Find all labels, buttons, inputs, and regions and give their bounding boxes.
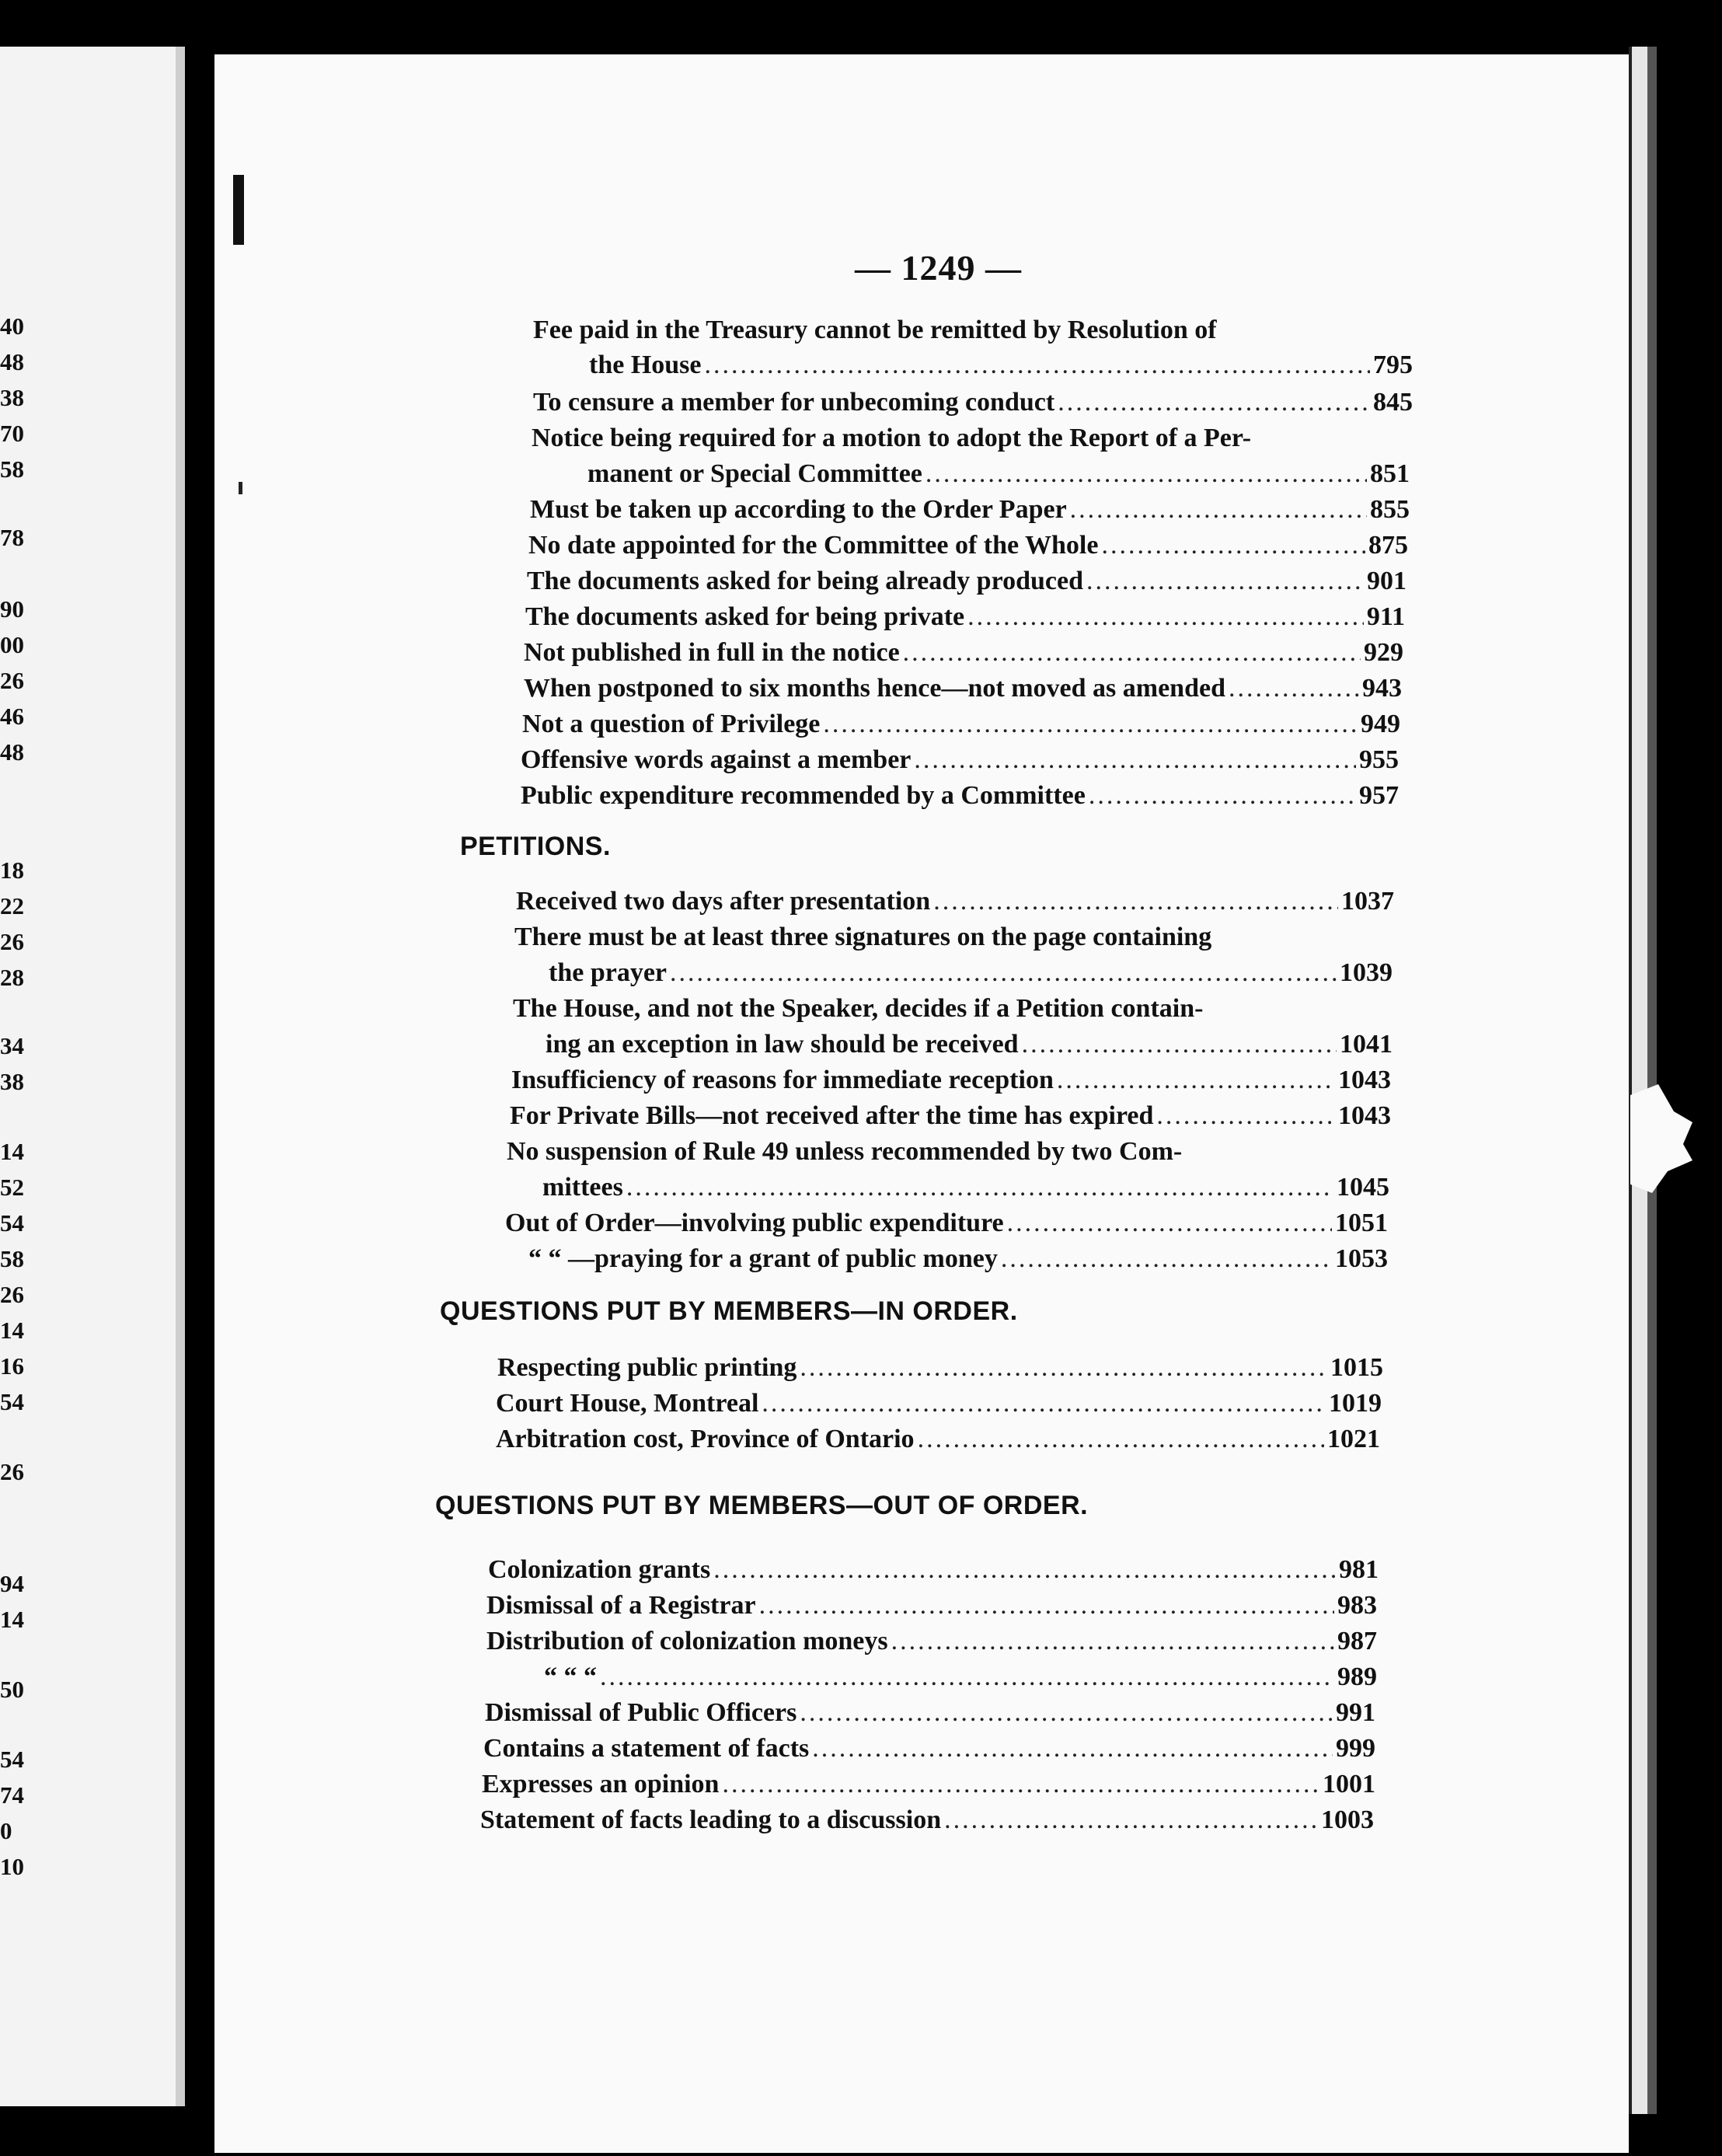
index-entry-line: The House, and not the Speaker, decides if a Petition contain- xyxy=(513,994,1204,1023)
index-entry-text: Distribution of colonization moneys xyxy=(486,1627,888,1655)
dot-leader xyxy=(903,637,1361,668)
index-entry-page: 1039 xyxy=(1340,958,1393,987)
dot-leader xyxy=(626,1172,1333,1203)
index-entry-text: mittees xyxy=(542,1173,623,1202)
index-entry-page: 901 xyxy=(1367,567,1407,595)
left-margin-number: 0 xyxy=(0,1817,12,1844)
left-margin-number: 78 xyxy=(0,524,24,551)
index-entry xyxy=(488,1554,1379,1586)
dot-leader xyxy=(918,1424,1324,1455)
index-entry-page: 999 xyxy=(1336,1734,1375,1763)
index-entry-line: Notice being required for a motion to adopt the Report of a Per- xyxy=(532,424,1252,452)
index-entry-text: When postponed to six months hence—not moved as amended xyxy=(524,674,1225,703)
dot-leader xyxy=(600,1662,1334,1693)
dot-leader xyxy=(1022,1029,1337,1060)
index-entry-line: Fee paid in the Treasury cannot be remitted by Resolution of xyxy=(533,316,1217,344)
dot-leader xyxy=(670,958,1337,989)
index-entry-text: The documents asked for being already produced xyxy=(527,567,1083,595)
left-margin-number: 26 xyxy=(0,1281,24,1308)
index-entry xyxy=(587,459,1410,490)
dot-leader xyxy=(933,886,1338,917)
dot-leader xyxy=(800,1697,1333,1729)
index-entry xyxy=(542,1172,1389,1203)
dot-leader xyxy=(823,709,1358,740)
left-margin-number: 94 xyxy=(0,1570,24,1597)
index-entry-page: 1021 xyxy=(1327,1425,1380,1453)
index-entry-page: 983 xyxy=(1337,1591,1377,1620)
left-margin-number: 46 xyxy=(0,703,24,730)
index-entry-text: ing an exception in law should be received xyxy=(546,1030,1019,1059)
left-margin-number: 52 xyxy=(0,1174,24,1201)
index-entry xyxy=(524,673,1402,704)
left-margin-number: 58 xyxy=(0,1245,24,1272)
dot-leader xyxy=(1086,566,1364,597)
index-entry-text: Statement of facts leading to a discussion xyxy=(480,1805,942,1834)
left-margin-number: 70 xyxy=(0,420,24,447)
binding-mark xyxy=(233,175,244,245)
left-facing-page xyxy=(0,47,185,2106)
index-entry-text: Contains a statement of facts xyxy=(483,1734,810,1763)
index-entry-page: 851 xyxy=(1370,459,1410,488)
left-margin-number: 18 xyxy=(0,856,24,884)
index-entry-page: 987 xyxy=(1337,1627,1377,1655)
left-margin-number: 22 xyxy=(0,892,24,919)
dot-leader xyxy=(762,1388,1326,1419)
index-entry xyxy=(480,1805,1374,1836)
index-entry xyxy=(524,637,1403,668)
index-entry-page: 929 xyxy=(1364,638,1403,667)
index-entry-page: 949 xyxy=(1361,710,1400,738)
index-entry-text: Not published in full in the notice xyxy=(524,638,900,667)
index-entry xyxy=(505,1208,1388,1239)
index-entry xyxy=(528,1244,1388,1275)
index-entry-page: 957 xyxy=(1359,781,1399,810)
index-entry-text: “ “ —praying for a grant of public money xyxy=(528,1244,998,1273)
index-entry-text: Must be taken up according to the Order Paper xyxy=(530,495,1067,524)
index-entry xyxy=(546,1029,1393,1060)
section-heading-questions-out-of-order: QUESTIONS PUT BY MEMBERS—OUT OF ORDER. xyxy=(435,1491,1089,1520)
left-margin-number: 40 xyxy=(0,312,24,340)
index-entry-page: 1001 xyxy=(1323,1770,1375,1798)
index-entry-page: 943 xyxy=(1362,674,1402,703)
index-entry xyxy=(525,602,1405,633)
index-entry xyxy=(530,494,1410,525)
index-entry xyxy=(483,1733,1375,1764)
index-entry-page: 1015 xyxy=(1330,1353,1383,1382)
index-entry-page: 991 xyxy=(1336,1698,1375,1727)
left-margin-number: 74 xyxy=(0,1781,24,1809)
index-entry xyxy=(549,958,1393,989)
index-entry-page: 981 xyxy=(1339,1555,1379,1584)
index-entry xyxy=(528,530,1408,561)
page-number: — 1249 — xyxy=(855,248,1022,288)
index-entry xyxy=(516,886,1394,917)
index-entry xyxy=(521,745,1399,776)
index-entry-page: 875 xyxy=(1368,531,1408,560)
left-margin-number: 16 xyxy=(0,1352,24,1380)
index-entry-text: For Private Bills—not received after the time has expired xyxy=(510,1101,1154,1130)
index-entry-text: No date appointed for the Committee of the Whole xyxy=(528,531,1099,560)
index-entry-text: “ “ “ xyxy=(544,1662,597,1691)
index-entry-text: manent or Special Committee xyxy=(587,459,922,488)
index-entry xyxy=(522,709,1400,740)
dot-leader xyxy=(1058,387,1370,418)
index-entry xyxy=(486,1626,1377,1657)
index-entry-text: Expresses an opinion xyxy=(482,1770,720,1798)
index-entry-page: 1043 xyxy=(1338,1066,1391,1094)
index-entry-page: 1003 xyxy=(1321,1805,1374,1834)
index-entry xyxy=(511,1065,1391,1096)
left-margin-number: 26 xyxy=(0,667,24,694)
index-entry-page: 1053 xyxy=(1335,1244,1388,1273)
dot-leader xyxy=(759,1590,1334,1621)
dot-leader xyxy=(800,1352,1327,1383)
left-margin-number: 14 xyxy=(0,1138,24,1165)
index-entry-text: Respecting public printing xyxy=(497,1353,797,1382)
dot-leader xyxy=(1001,1244,1332,1275)
index-entry-text: Not a question of Privilege xyxy=(522,710,821,738)
index-entry-text: Colonization grants xyxy=(488,1555,711,1584)
index-entry-text: the prayer xyxy=(549,958,668,987)
left-margin-number: 50 xyxy=(0,1676,24,1703)
left-margin-number: 54 xyxy=(0,1209,24,1237)
left-margin-number: 26 xyxy=(0,1458,24,1485)
dot-leader xyxy=(1229,673,1359,704)
section-heading-questions-in-order: QUESTIONS PUT BY MEMBERS—IN ORDER. xyxy=(440,1296,1018,1326)
dot-leader xyxy=(925,459,1367,490)
index-entry-page: 911 xyxy=(1366,602,1405,631)
left-margin-number: 14 xyxy=(0,1606,24,1633)
left-margin-number: 54 xyxy=(0,1746,24,1773)
index-entry-page: 1043 xyxy=(1338,1101,1391,1130)
left-margin-number: 54 xyxy=(0,1388,24,1415)
index-entry-text: Dismissal of Public Officers xyxy=(485,1698,797,1727)
right-page-shadow xyxy=(1647,47,1657,2114)
index-entry-page: 1019 xyxy=(1329,1389,1382,1418)
index-entry xyxy=(486,1590,1377,1621)
index-entry xyxy=(544,1662,1377,1693)
index-entry-text: Arbitration cost, Province of Ontario xyxy=(496,1425,915,1453)
index-entry-text: Public expenditure recommended by a Committee xyxy=(521,781,1086,810)
index-entry-line: There must be at least three signatures on the page containing xyxy=(514,923,1212,951)
index-entry xyxy=(510,1101,1391,1132)
left-margin-number: 14 xyxy=(0,1317,24,1344)
dot-leader xyxy=(722,1769,1319,1800)
index-entry xyxy=(496,1424,1380,1455)
index-entry-text: Out of Order—involving public expenditure xyxy=(505,1209,1004,1237)
index-entry-text: Offensive words against a member xyxy=(521,745,912,774)
index-entry-page: 855 xyxy=(1370,495,1410,524)
left-margin-number: 90 xyxy=(0,595,24,623)
index-entry xyxy=(485,1697,1375,1729)
left-margin-number: 00 xyxy=(0,631,24,658)
index-entry xyxy=(533,387,1413,418)
index-entry-page: 795 xyxy=(1373,351,1413,379)
left-margin-number: 38 xyxy=(0,1068,24,1095)
index-entry-text: Received two days after presentation xyxy=(516,887,931,916)
dot-leader xyxy=(944,1805,1318,1836)
index-entry xyxy=(521,780,1399,811)
left-page-edge xyxy=(176,47,185,2106)
left-margin-number: 34 xyxy=(0,1032,24,1059)
binding-dot xyxy=(239,482,242,494)
dot-leader xyxy=(967,602,1364,633)
index-entry-page: 1045 xyxy=(1337,1173,1389,1202)
left-margin-number: 48 xyxy=(0,738,24,766)
left-margin-number: 58 xyxy=(0,455,24,483)
index-entry-page: 1037 xyxy=(1341,887,1394,916)
index-entry-page: 1051 xyxy=(1335,1209,1388,1237)
index-entry-text: The documents asked for being private xyxy=(525,602,965,631)
dot-leader xyxy=(1007,1208,1332,1239)
section-heading-petitions: PETITIONS. xyxy=(460,832,611,861)
left-margin-number: 26 xyxy=(0,928,24,955)
left-margin-number: 28 xyxy=(0,964,24,991)
index-entry-line: No suspension of Rule 49 unless recommended by two Com- xyxy=(507,1137,1183,1166)
index-entry xyxy=(496,1388,1382,1419)
index-entry-page: 1041 xyxy=(1340,1030,1393,1059)
index-entry xyxy=(589,350,1413,381)
index-entry-page: 845 xyxy=(1373,388,1413,417)
dot-leader xyxy=(1156,1101,1335,1132)
dot-leader xyxy=(713,1554,1336,1586)
left-margin-number: 10 xyxy=(0,1853,24,1880)
left-margin-number: 48 xyxy=(0,348,24,375)
index-entry-page: 955 xyxy=(1359,745,1399,774)
dot-leader xyxy=(1057,1065,1335,1096)
index-entry-text: Court House, Montreal xyxy=(496,1389,759,1418)
dot-leader xyxy=(812,1733,1333,1764)
index-entry-text: the House xyxy=(589,351,702,379)
torn-paper-fragment xyxy=(1630,1084,1692,1193)
dot-leader xyxy=(891,1626,1334,1657)
index-entry-text: Insufficiency of reasons for immediate reception xyxy=(511,1066,1054,1094)
index-entry xyxy=(527,566,1407,597)
dot-leader xyxy=(1101,530,1365,561)
index-entry xyxy=(482,1769,1375,1800)
dot-leader xyxy=(1089,780,1356,811)
dot-leader xyxy=(705,350,1371,381)
dot-leader xyxy=(1070,494,1367,525)
index-entry-text: Dismissal of a Registrar xyxy=(486,1591,756,1620)
index-entry-page: 989 xyxy=(1337,1662,1377,1691)
dot-leader xyxy=(914,745,1356,776)
left-margin-number: 38 xyxy=(0,384,24,411)
index-entry-text: To censure a member for unbecoming conduct xyxy=(533,388,1055,417)
index-entry xyxy=(497,1352,1383,1383)
